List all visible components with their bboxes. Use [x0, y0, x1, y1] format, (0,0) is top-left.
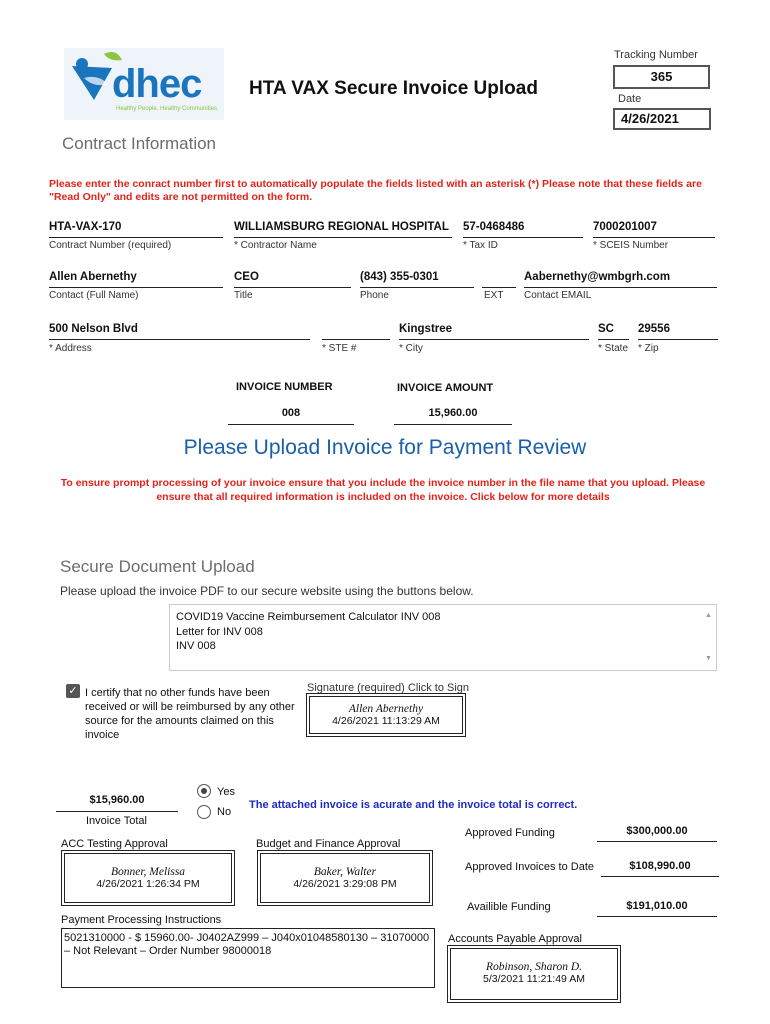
contract-number-field[interactable]: HTA-VAX-170 — [49, 221, 223, 238]
contact-name-field[interactable]: Allen Abernethy — [49, 271, 223, 288]
contract-instruction: Please enter the conract number first to automatically populate the fields listed with an asterisk (*) Please note that these fields are "Read Only" and edits are not permitted on the form. — [49, 178, 702, 203]
signature-name: Allen Abernethy — [348, 703, 424, 715]
uploaded-files-list[interactable] — [169, 604, 717, 671]
certify-signature-box[interactable] — [309, 696, 463, 734]
sceis-number-label: * SCEIS Number — [593, 240, 669, 251]
tax-id-field[interactable]: 57-0468486 — [463, 221, 583, 238]
contact-name-label: Contact (Full Name) — [49, 290, 139, 301]
title-field[interactable]: CEO — [234, 271, 351, 288]
ap-sign-date: 5/3/2021 11:21:49 AM — [483, 973, 585, 985]
radio-dot — [201, 788, 207, 794]
budget-sign-date: 4/26/2021 3:29:08 PM — [293, 878, 397, 890]
date-label: Date — [618, 93, 642, 105]
scrollbar[interactable] — [702, 605, 716, 670]
dhec-logo — [64, 48, 224, 120]
invoice-number-label: INVOICE NUMBER — [236, 381, 333, 393]
signature-date: 4/26/2021 11:13:29 AM — [332, 715, 440, 727]
address-label: * Address — [49, 343, 92, 354]
state-field[interactable]: SC — [598, 323, 629, 340]
upload-subtext: Please upload the invoice PDF to our secure website using the buttons below. — [60, 584, 474, 598]
logo-tagline: Healthy People. Healthy Communities. — [116, 106, 219, 112]
invoice-amount-label: INVOICE AMOUNT — [397, 382, 494, 394]
approved-invoices-label: Approved Invoices to Date — [465, 861, 595, 873]
budget-signer-name: Baker, Walter — [313, 866, 377, 878]
date-field[interactable]: 4/26/2021 — [613, 108, 711, 130]
invoice-number-field[interactable]: 008 — [228, 407, 354, 425]
zip-label: * Zip — [638, 343, 659, 354]
secure-upload-title: Secure Document Upload — [60, 557, 255, 576]
invoice-total-field[interactable]: $15,960.00 — [56, 794, 178, 812]
signature-label: Signature (required) Click to Sign — [307, 682, 470, 694]
payment-instructions-field[interactable]: 5021310000 - $ 15960.00- J0402AZ999 – J040x01048580130 – 31070000 – Not Relevant – Order Number 98000018 — [61, 928, 435, 988]
approved-funding-field[interactable]: $300,000.00 — [597, 825, 717, 842]
ext-label: EXT — [484, 290, 504, 301]
yes-radio[interactable] — [197, 784, 211, 798]
logo-text: dhec — [112, 62, 202, 106]
phone-field[interactable]: (843) 355-0301 — [360, 271, 474, 288]
phone-label: Phone — [360, 290, 389, 301]
approved-invoices-field[interactable]: $108,990.00 — [601, 860, 719, 877]
contract-section-title: Contract Information — [62, 134, 217, 153]
no-label: No — [217, 806, 232, 818]
payment-instructions-label: Payment Processing Instructions — [61, 914, 222, 926]
certify-text: I certify that no other funds have been received or will be reimbursed by any other source for the amounts claimed on this invoice — [85, 687, 295, 741]
certify-checkbox[interactable] — [66, 684, 80, 698]
no-radio[interactable] — [197, 805, 211, 819]
ap-approval-label: Accounts Payable Approval — [448, 933, 582, 945]
accuracy-statement: The attached invoice is acurate and the invoice total is correct. — [249, 799, 578, 811]
upload-instruction: To ensure prompt processing of your invoice ensure that you include the invoice number in the file name that you upload. Please ensure that all required information is included on the invoice. Click below for more details — [60, 477, 706, 503]
checkmark-icon: ✓ — [68, 685, 78, 697]
tracking-label: Tracking Number — [614, 49, 698, 61]
ste-field[interactable] — [322, 323, 390, 340]
contractor-name-label: * Contractor Name — [234, 240, 317, 251]
title-label: Title — [234, 290, 253, 301]
upload-heading: Please Upload Invoice for Payment Review — [183, 436, 587, 459]
file-item[interactable]: INV 008 — [176, 640, 216, 652]
available-funding-field[interactable]: $191,010.00 — [597, 900, 717, 917]
ext-field[interactable] — [482, 271, 516, 288]
form-title: HTA VAX Secure Invoice Upload — [249, 78, 538, 99]
city-label: * City — [399, 343, 423, 354]
contract-number-label: Contract Number (required) — [49, 240, 172, 251]
state-label: * State — [598, 343, 629, 354]
file-item[interactable]: COVID19 Vaccine Reimbursement Calculator INV 008 — [176, 611, 441, 623]
yes-label: Yes — [217, 786, 235, 798]
available-funding-label: Availible Funding — [467, 901, 551, 913]
scroll-up-icon[interactable]: ▲ — [705, 612, 712, 619]
acc-sign-date: 4/26/2021 1:26:34 PM — [96, 878, 200, 890]
contractor-name-field[interactable]: WILLIAMSBURG REGIONAL HOSPITAL — [234, 221, 452, 238]
acc-signer-name: Bonner, Melissa — [110, 866, 186, 878]
ap-signer-name: Robinson, Sharon D. — [485, 961, 583, 973]
scroll-down-icon[interactable]: ▼ — [705, 654, 712, 662]
acc-approval-signature[interactable] — [64, 853, 232, 903]
invoice-total-label: Invoice Total — [86, 815, 147, 827]
approved-funding-label: Approved Funding — [465, 827, 555, 839]
ap-approval-signature[interactable] — [450, 948, 618, 1000]
acc-approval-label: ACC Testing Approval — [61, 838, 168, 850]
ste-label: * STE # — [322, 343, 357, 354]
tracking-number-field[interactable]: 365 — [613, 65, 710, 89]
budget-approval-signature[interactable] — [260, 853, 430, 903]
email-field[interactable]: Aabernethy@wmbgrh.com — [524, 271, 717, 288]
tax-id-label: * Tax ID — [463, 240, 498, 251]
budget-approval-label: Budget and Finance Approval — [256, 838, 401, 850]
file-item[interactable]: Letter for INV 008 — [176, 625, 263, 638]
invoice-amount-field[interactable]: 15,960.00 — [394, 407, 512, 425]
zip-field[interactable]: 29556 — [638, 323, 718, 340]
email-label: Contact EMAIL — [524, 290, 592, 301]
sceis-number-field[interactable]: 7000201007 — [593, 221, 715, 238]
address-field[interactable]: 500 Nelson Blvd — [49, 323, 310, 340]
city-field[interactable]: Kingstree — [399, 323, 589, 340]
